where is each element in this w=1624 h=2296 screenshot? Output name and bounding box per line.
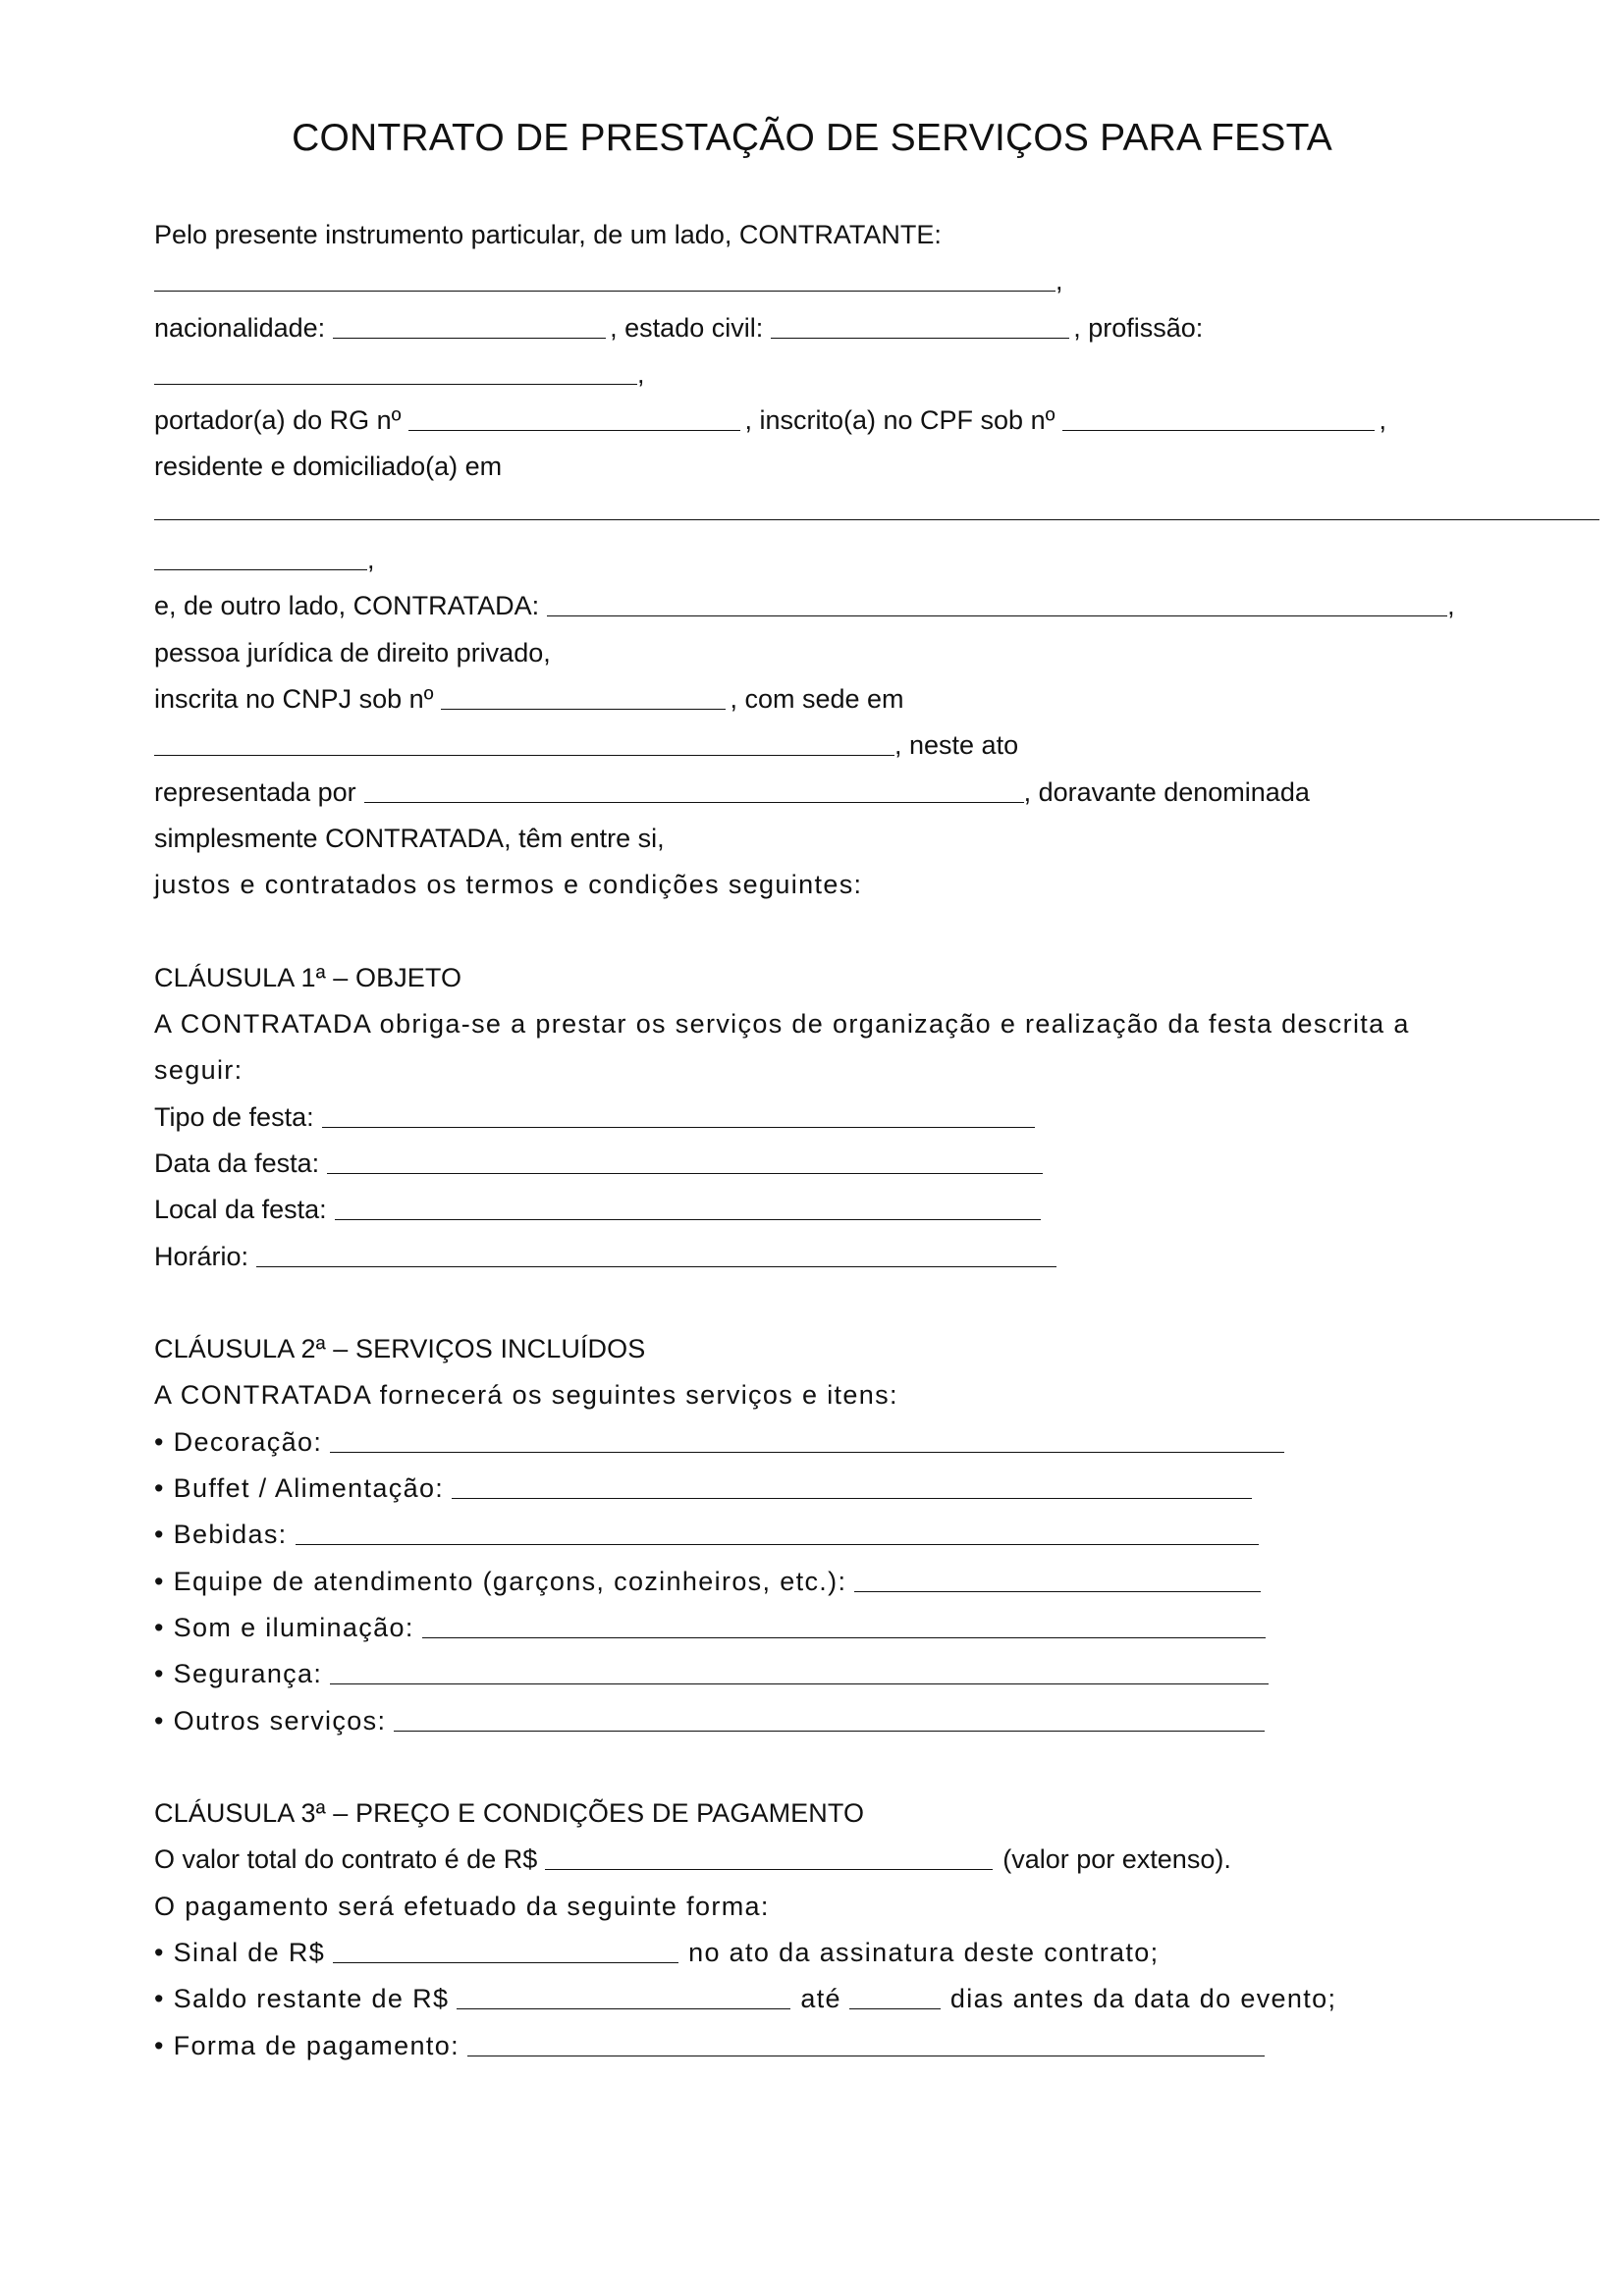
contratada-name-blank[interactable] (547, 589, 1447, 616)
denominated-label: , doravante denominada (1023, 776, 1310, 807)
clause2-heading (154, 1326, 1607, 1372)
clause3-heading (154, 1790, 1607, 1837)
party-place-label: Local da festa: (154, 1195, 327, 1225)
balance-line (154, 1976, 1607, 2022)
service-item (154, 1419, 1607, 1466)
seat-blank[interactable] (154, 728, 894, 756)
service-buffet-label: • Buffet / Alimentação: (154, 1473, 445, 1504)
residence-label: residente e domiciliado(a) em (154, 452, 503, 482)
contract-body (154, 212, 1607, 2069)
legal-entity-line (154, 630, 1607, 676)
profession-line (154, 351, 1607, 398)
service-item (154, 1605, 1607, 1651)
represented-label: representada por (154, 776, 356, 807)
documents-line (154, 398, 1607, 444)
party-place-blank[interactable] (335, 1193, 1041, 1220)
clause1-heading-text: CLÁUSULA 1ª – OBJETO (154, 962, 462, 992)
residence-line-1 (154, 491, 1607, 537)
balance-days-blank[interactable] (849, 1982, 941, 2009)
representative-blank[interactable] (364, 775, 1024, 803)
party-date-label: Data da festa: (154, 1148, 320, 1178)
total-value-suffix: (valor por extenso). (1002, 1844, 1231, 1875)
clause1-text-1: A CONTRATADA obriga-se a prestar os serviços de organização e realização da festa descrita a (154, 1009, 1410, 1040)
party-type-line (154, 1095, 1607, 1141)
service-sound-blank[interactable] (422, 1611, 1266, 1638)
legal-entity-text: pessoa jurídica de direito privado, (154, 637, 551, 667)
contratada-label: e, de outro lado, CONTRATADA: (154, 591, 540, 621)
cpf-blank[interactable] (1062, 403, 1375, 431)
clause1-text-line-2 (154, 1047, 1607, 1094)
cnpj-label: inscrita no CNPJ sob nº (154, 683, 434, 714)
clause2-intro-line (154, 1372, 1607, 1418)
cnpj-blank[interactable] (441, 682, 726, 710)
residence-line-2 (154, 537, 1607, 583)
service-item (154, 1512, 1607, 1558)
service-security-label: • Segurança: (154, 1659, 323, 1689)
service-security-blank[interactable] (330, 1657, 1269, 1684)
payment-intro-text: O pagamento será efetuado da seguinte forma: (154, 1891, 770, 1921)
service-item (154, 1651, 1607, 1697)
balance-amount-blank[interactable] (457, 1982, 790, 2009)
service-staff-label: • Equipe de atendimento (garçons, cozinheiros, etc.): (154, 1566, 847, 1596)
contratante-name-blank[interactable] (154, 264, 1056, 292)
party-date-blank[interactable] (327, 1147, 1043, 1174)
intro-line (154, 212, 1607, 258)
clause1-text-line-1 (154, 1001, 1607, 1047)
service-staff-blank[interactable] (854, 1565, 1261, 1592)
intro-text: Pelo presente instrumento particular, de um lado, CONTRATANTE: (154, 220, 942, 249)
party-date-line (154, 1141, 1607, 1187)
clause1-text-2: seguir: (154, 1055, 244, 1086)
party-time-line (154, 1234, 1607, 1280)
simply-text: simplesmente CONTRATADA, têm entre si, (154, 823, 665, 853)
section-gap (154, 908, 1607, 954)
party-time-blank[interactable] (256, 1240, 1056, 1267)
clause1-heading (154, 955, 1607, 1001)
party-place-line (154, 1187, 1607, 1233)
payment-method-line (154, 2023, 1607, 2069)
deposit-suffix: no ato da assinatura deste contrato; (688, 1937, 1160, 1967)
act-label: , neste ato (894, 730, 1019, 761)
clause3-heading-text: CLÁUSULA 3ª – PREÇO E CONDIÇÕES DE PAGAMENTO (154, 1798, 865, 1829)
clause2-heading-text: CLÁUSULA 2ª – SERVIÇOS INCLUÍDOS (154, 1334, 646, 1364)
service-decoration-blank[interactable] (330, 1425, 1284, 1453)
nationality-line (154, 305, 1607, 351)
residence-blank-1[interactable] (154, 493, 1599, 520)
deposit-blank[interactable] (333, 1936, 678, 1963)
cnpj-line (154, 676, 1607, 722)
deposit-line (154, 1930, 1607, 1976)
comma-text: , (1056, 266, 1063, 296)
comma-text: , (1379, 405, 1386, 436)
nationality-label: nacionalidade: (154, 312, 326, 343)
service-buffet-blank[interactable] (452, 1471, 1252, 1499)
service-sound-label: • Som e iluminação: (154, 1612, 414, 1642)
rg-label: portador(a) do RG nº (154, 405, 402, 436)
comma-text: , (637, 358, 645, 389)
clause2-intro-text: A CONTRATADA fornecerá os seguintes serviços e itens: (154, 1380, 898, 1411)
seat-line (154, 722, 1607, 769)
simply-line (154, 816, 1607, 862)
residence-blank-2[interactable] (154, 543, 367, 570)
party-type-label: Tipo de festa: (154, 1101, 314, 1132)
cpf-label: , inscrito(a) no CPF sob nº (744, 405, 1056, 436)
service-item (154, 1559, 1607, 1605)
service-drinks-blank[interactable] (296, 1518, 1259, 1545)
comma-text: , (1447, 591, 1455, 621)
seat-label: , com sede em (730, 683, 904, 714)
nationality-blank[interactable] (333, 311, 606, 339)
residence-label-line (154, 444, 1607, 490)
service-item (154, 1466, 1607, 1512)
profession-blank[interactable] (154, 357, 637, 385)
agreed-text: justos e contratados os termos e condições seguintes: (154, 870, 863, 900)
party-type-blank[interactable] (322, 1100, 1035, 1128)
section-gap (154, 1280, 1607, 1326)
total-value-label: O valor total do contrato é de R$ (154, 1844, 538, 1875)
contratada-line (154, 583, 1607, 629)
service-decoration-label: • Decoração: (154, 1426, 323, 1457)
total-value-blank[interactable] (545, 1842, 993, 1870)
rg-blank[interactable] (408, 403, 740, 431)
total-value-line (154, 1837, 1607, 1883)
comma-text: , (367, 545, 375, 575)
profession-label: , profissão: (1073, 312, 1204, 343)
service-item (154, 1698, 1607, 1744)
agreed-line (154, 862, 1607, 908)
payment-method-blank[interactable] (467, 2029, 1265, 2056)
marital-label: , estado civil: (610, 312, 764, 343)
balance-until-label: até (800, 1984, 841, 2014)
contratante-name-line (154, 258, 1607, 304)
payment-method-label: • Forma de pagamento: (154, 2030, 460, 2060)
service-drinks-label: • Bebidas: (154, 1520, 288, 1550)
marital-blank[interactable] (771, 311, 1069, 339)
section-gap (154, 1744, 1607, 1790)
service-other-label: • Outros serviços: (154, 1705, 387, 1735)
payment-intro-line (154, 1884, 1607, 1930)
party-time-label: Horário: (154, 1241, 249, 1271)
represented-line (154, 770, 1607, 816)
document-title: CONTRATO DE PRESTAÇÃO DE SERVIÇOS PARA FESTA (292, 117, 1332, 159)
service-other-blank[interactable] (394, 1704, 1265, 1732)
balance-suffix: dias antes da data do evento; (949, 1984, 1337, 2014)
balance-label: • Saldo restante de R$ (154, 1984, 450, 2014)
deposit-label: • Sinal de R$ (154, 1937, 326, 1967)
